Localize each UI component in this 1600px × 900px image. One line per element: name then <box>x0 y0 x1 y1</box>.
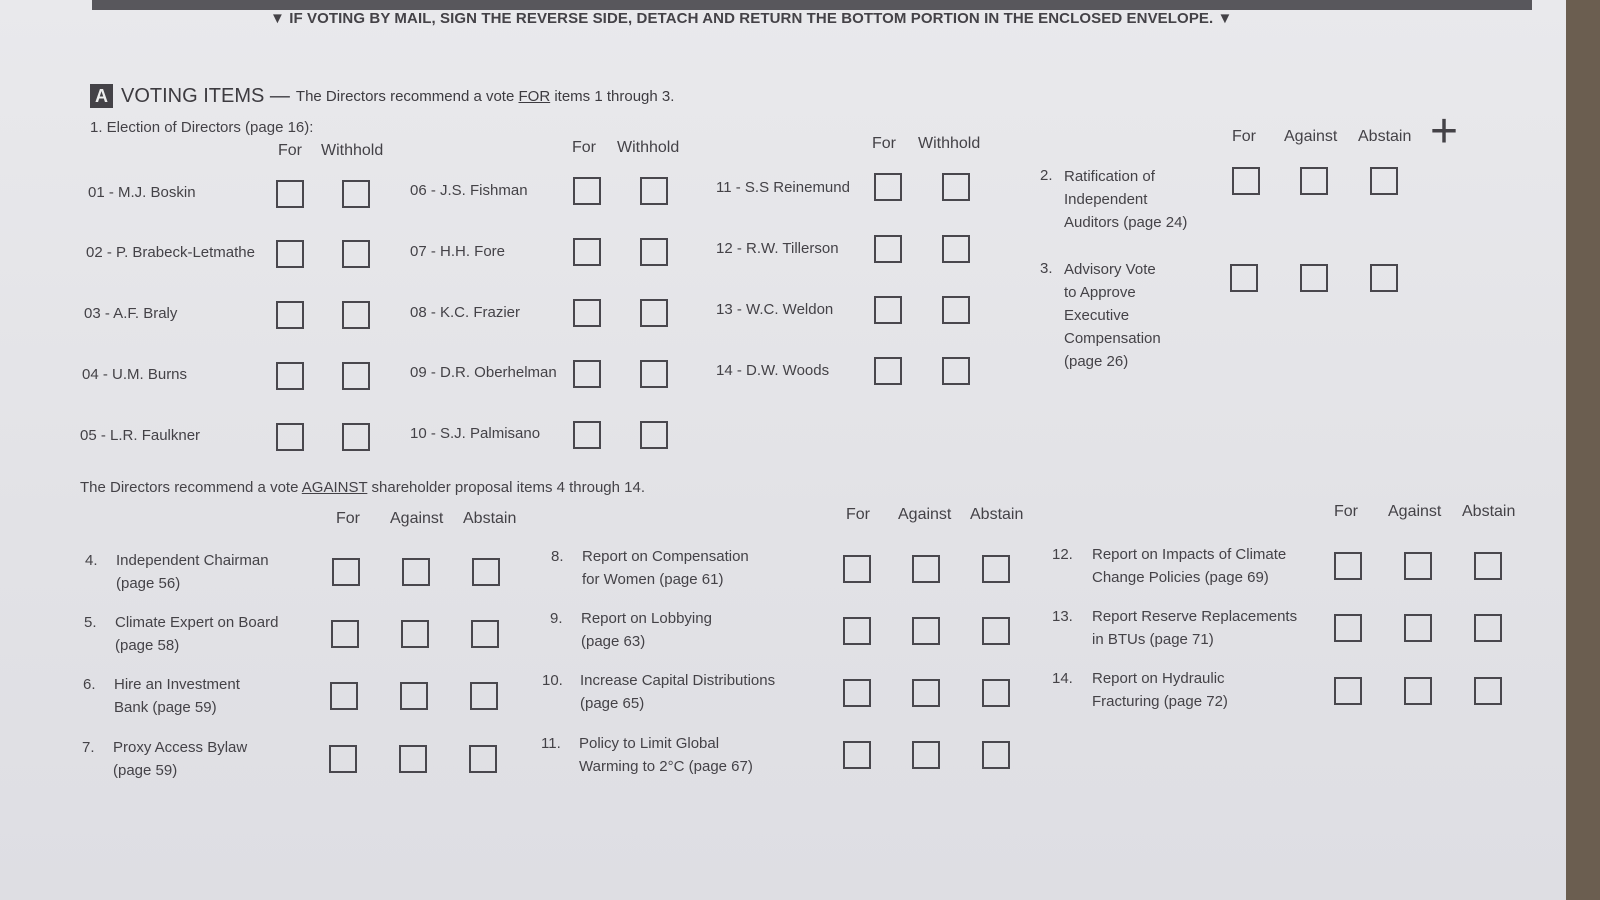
director-name: 12 - R.W. Tillerson <box>716 240 839 257</box>
col-for: For <box>278 142 302 159</box>
checkbox-withhold[interactable] <box>640 299 668 327</box>
checkbox-for[interactable] <box>573 360 601 388</box>
checkbox-against[interactable] <box>1300 167 1328 195</box>
checkbox-abstain[interactable] <box>982 555 1010 583</box>
checkbox-for[interactable] <box>276 301 304 329</box>
checkbox-for[interactable] <box>874 235 902 263</box>
col-abstain: Abstain <box>463 510 517 527</box>
checkbox-for[interactable] <box>1334 614 1362 642</box>
item-independent-chairman: Independent Chairman (page 56) <box>116 552 269 592</box>
checkbox-against[interactable] <box>1300 264 1328 292</box>
col-withhold: Withhold <box>617 139 680 156</box>
col-for: For <box>1334 503 1358 520</box>
item-number: 6. <box>83 676 96 693</box>
checkbox-for[interactable] <box>329 745 357 773</box>
checkbox-for[interactable] <box>874 296 902 324</box>
item-advisory-vote: Advisory Vote to Approve Executive Compensation (page 26) <box>1064 261 1161 370</box>
section-recommendation <box>296 88 675 105</box>
checkbox-for[interactable] <box>843 679 871 707</box>
plus-mark: + <box>1430 105 1459 158</box>
checkbox-abstain[interactable] <box>1474 552 1502 580</box>
checkbox-for[interactable] <box>1232 167 1260 195</box>
checkbox-for[interactable] <box>573 421 601 449</box>
checkbox-against[interactable] <box>1404 614 1432 642</box>
item-global-warming: Policy to Limit Global Warming to 2°C (page 67) <box>579 735 753 775</box>
director-name: 04 - U.M. Burns <box>82 366 188 383</box>
checkbox-for[interactable] <box>276 240 304 268</box>
checkbox-against[interactable] <box>912 617 940 645</box>
checkbox-against[interactable] <box>1404 552 1432 580</box>
checkbox-for[interactable] <box>331 620 359 648</box>
item-reserve-replacements: Report Reserve Replacements in BTUs (page 71) <box>1092 608 1298 648</box>
shareholder-recommendation <box>80 479 645 496</box>
director-name: 08 - K.C. Frazier <box>410 304 521 321</box>
director-name: 06 - J.S. Fishman <box>410 182 528 199</box>
checkbox-for[interactable] <box>843 555 871 583</box>
checkbox-for[interactable] <box>573 299 601 327</box>
rec-text: The Directors recommend a vote <box>295 87 519 105</box>
item-number: 7. <box>82 739 95 756</box>
item-compensation-women: Report on Compensation for Women (page 61) <box>582 548 749 588</box>
checkbox-for[interactable] <box>276 362 304 390</box>
checkbox-abstain[interactable] <box>982 741 1010 769</box>
checkbox-withhold[interactable] <box>942 357 970 385</box>
col-for: For <box>336 510 360 527</box>
checkbox-against[interactable] <box>912 679 940 707</box>
director-name: 09 - D.R. Oberhelman <box>410 364 557 381</box>
item-hydraulic-fracturing: Report on Hydraulic Fracturing (page 72) <box>1092 670 1228 710</box>
item-investment-bank: Hire an Investment Bank (page 59) <box>114 676 240 716</box>
checkbox-abstain[interactable] <box>472 558 500 586</box>
item-number: 8. <box>551 548 564 565</box>
checkbox-withhold[interactable] <box>342 180 370 208</box>
col-abstain: Abstain <box>970 506 1024 523</box>
checkbox-withhold[interactable] <box>640 360 668 388</box>
rec-text: The Directors recommend a vote <box>80 479 302 496</box>
checkbox-for[interactable] <box>843 741 871 769</box>
section-badge: A <box>90 84 113 108</box>
checkbox-withhold[interactable] <box>640 177 668 205</box>
item-number: 14. <box>1052 670 1073 687</box>
checkbox-against[interactable] <box>400 682 428 710</box>
item-number: 10. <box>542 672 563 689</box>
col-against: Against <box>1284 128 1338 145</box>
col-for: For <box>572 139 596 156</box>
section-title: VOTING ITEMS — <box>121 84 290 107</box>
col-against: Against <box>898 506 952 523</box>
col-withhold: Withhold <box>321 142 384 159</box>
checkbox-for[interactable] <box>332 558 360 586</box>
checkbox-against[interactable] <box>401 620 429 648</box>
checkbox-abstain[interactable] <box>982 679 1010 707</box>
director-name: 14 - D.W. Woods <box>716 362 830 379</box>
checkbox-abstain[interactable] <box>1474 614 1502 642</box>
checkbox-for[interactable] <box>843 617 871 645</box>
checkbox-withhold[interactable] <box>342 362 370 390</box>
col-for: For <box>1232 128 1256 145</box>
item-proxy-access: Proxy Access Bylaw (page 59) <box>113 739 248 779</box>
rec-text: shareholder proposal items 4 through 14. <box>367 479 646 496</box>
item-capital-distributions: Increase Capital Distributions (page 65) <box>580 672 776 712</box>
checkbox-for[interactable] <box>276 180 304 208</box>
director-name: 11 - S.S Reinemund <box>716 179 850 196</box>
item-number: 12. <box>1052 546 1073 563</box>
director-name: 02 - P. Brabeck-Letmathe <box>86 244 255 261</box>
checkbox-for[interactable] <box>874 357 902 385</box>
election-title: 1. Election of Directors (page 16): <box>90 119 314 136</box>
director-name: 03 - A.F. Braly <box>84 305 178 322</box>
checkbox-abstain[interactable] <box>469 745 497 773</box>
director-name: 10 - S.J. Palmisano <box>410 425 541 442</box>
col-for: For <box>846 506 870 523</box>
col-for: For <box>872 135 896 152</box>
item-lobbying: Report on Lobbying (page 63) <box>581 610 712 650</box>
checkbox-abstain[interactable] <box>982 617 1010 645</box>
item-climate-expert: Climate Expert on Board (page 58) <box>115 614 279 654</box>
rec-emphasis: FOR <box>518 87 551 105</box>
item-climate-policies: Report on Impacts of Climate Change Policies (page 69) <box>1092 546 1287 586</box>
checkbox-withhold[interactable] <box>342 301 370 329</box>
checkbox-abstain[interactable] <box>1370 264 1398 292</box>
rec-emphasis: AGAINST <box>301 479 368 496</box>
checkbox-withhold[interactable] <box>640 238 668 266</box>
director-name: 13 - W.C. Weldon <box>716 301 834 318</box>
item-ratification-auditors: Ratification of Independent Auditors (page 24) <box>1064 168 1188 231</box>
col-against: Against <box>1388 503 1442 520</box>
top-border <box>92 0 1532 10</box>
checkbox-abstain[interactable] <box>471 620 499 648</box>
item-number: 2. <box>1040 167 1053 184</box>
checkbox-against[interactable] <box>912 555 940 583</box>
checkbox-against[interactable] <box>912 741 940 769</box>
checkbox-for[interactable] <box>573 238 601 266</box>
col-withhold: Withhold <box>918 135 981 152</box>
checkbox-withhold[interactable] <box>942 235 970 263</box>
checkbox-abstain[interactable] <box>470 682 498 710</box>
rec-text: items 1 through 3. <box>550 87 675 105</box>
director-name: 05 - L.R. Faulkner <box>80 427 201 444</box>
col-abstain: Abstain <box>1462 503 1516 520</box>
item-number: 11. <box>541 735 561 752</box>
checkbox-withhold[interactable] <box>640 421 668 449</box>
checkbox-abstain[interactable] <box>1370 167 1398 195</box>
checkbox-against[interactable] <box>1404 677 1432 705</box>
checkbox-withhold[interactable] <box>942 296 970 324</box>
checkbox-for[interactable] <box>874 173 902 201</box>
director-name: 07 - H.H. Fore <box>410 243 506 260</box>
checkbox-for[interactable] <box>276 423 304 451</box>
checkbox-withhold[interactable] <box>342 423 370 451</box>
item-number: 3. <box>1040 260 1053 277</box>
item-number: 5. <box>84 614 97 631</box>
section-header <box>90 84 674 108</box>
checkbox-for[interactable] <box>1334 552 1362 580</box>
checkbox-withhold[interactable] <box>942 173 970 201</box>
mail-notice: ▼ IF VOTING BY MAIL, SIGN THE REVERSE SIDE, DETACH AND RETURN THE BOTTOM PORTION IN THE ENCLOSED ENVELOPE. ▼ <box>270 10 1233 27</box>
checkbox-for[interactable] <box>1230 264 1258 292</box>
item-number: 9. <box>550 610 563 627</box>
checkbox-against[interactable] <box>399 745 427 773</box>
checkbox-for[interactable] <box>330 682 358 710</box>
checkbox-abstain[interactable] <box>1474 677 1502 705</box>
director-name: 01 - M.J. Boskin <box>88 184 196 201</box>
item-number: 13. <box>1052 608 1073 625</box>
col-abstain: Abstain <box>1358 128 1412 145</box>
checkbox-withhold[interactable] <box>342 240 370 268</box>
item-number: 4. <box>85 552 98 569</box>
checkbox-for[interactable] <box>1334 677 1362 705</box>
col-against: Against <box>390 510 444 527</box>
checkbox-for[interactable] <box>573 177 601 205</box>
checkbox-against[interactable] <box>402 558 430 586</box>
